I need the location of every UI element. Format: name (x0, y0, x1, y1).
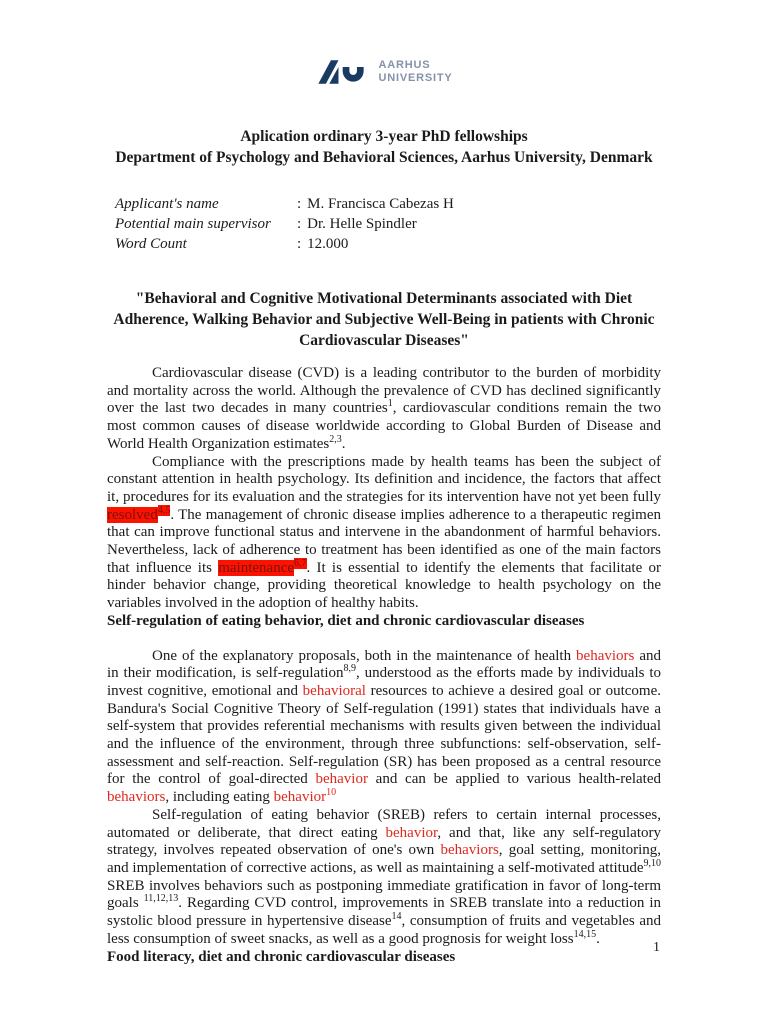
paragraph-self-regulation: One of the explanatory proposals, both in the maintenance of health behaviors and in their modification, is self-regulation$^{8,9}$, understood as the efforts made by individuals to invest cognitive, emotional and behavioral resources to achieve a desired goal or outcome. Bandura's Social Cognitive Theory of Self-regulation (1991) states that individuals have a self-system that provides referential mechanisms with results given between the individual and the influence of the environment, through three subfunctions: self-observation, self-assessment and self-reaction. Self-regulation (SR) has been proposed as a central resource for the control of goal-directed behavior and can be applied to various health-related behaviors, including eating behavior$^{10}$ (107, 647, 662, 806)
supervisor-label: Potential main supervisor (115, 216, 271, 232)
applicant-info (115, 194, 661, 254)
applicant-name-value: M. Francisca Cabezas H (307, 196, 454, 212)
word-count-label: Word Count (115, 236, 187, 252)
word-count-value: 12.000 (307, 236, 349, 252)
applicant-separator: : (297, 236, 302, 252)
document-body (107, 365, 661, 966)
section-heading-food-literacy: Food literacy, diet and chronic cardiovascular diseases (107, 948, 456, 965)
paragraph-sreb: Self-regulation of eating behavior (SREB) refers to certain internal processes, automated or deliberate, that direct eating behavior, and that, like any self-regulatory strategy, involves repeated observation of one's own behaviors, goal setting, monitoring, and implementation of corrective actions, as well as maintaining a self-motivated attitude$^{9,10}$ SREB involves behaviors such as postponing immediate gratification in favor of long-term goals $^{11,12,13}$. Regarding CVD control, improvements in SREB translate into a reduction in systolic blood pressure in hypertensive disease$^{14}$, consumption of fruits and vegetables and less consumption of sweet snacks, as well as a good prognosis for weight loss$^{14,15}$. (107, 806, 661, 947)
applicant-row-supervisor (115, 214, 661, 234)
document-title (107, 126, 661, 168)
applicant-row-name (115, 194, 661, 214)
supervisor-value: Dr. Helle Spindler (307, 216, 417, 232)
logo-wordmark-line1: AARHUS (378, 59, 431, 71)
page-number: 1 (653, 940, 660, 955)
applicant-row-word-count (115, 234, 661, 254)
document-title-line1: Aplication ordinary 3-year PhD fellowships (240, 128, 528, 145)
paragraph-cvd-burden: Cardiovascular disease (CVD) is a leading contributor to the burden of morbidity and mortality across the world. Although the prevalence of CVD has declined significantly over the last two decades in many countries$^1$, cardiovascular conditions remain the two most common causes of disease worldwide according to Global Burden of Disease and World Health Organization estimates$^{2,3}$. (107, 365, 661, 452)
applicant-separator: : (297, 196, 302, 212)
paragraph-compliance: Compliance with the prescriptions made by health teams has been the subject of constant attention in health psychology. Its definition and incidence, the factors that affect it, procedures for its evaluation and the strategies for its intervention have not yet been fully resolved$^{4,5}$. The management of chronic disease implies adherence to a therapeutic regimen that can improve functional status and intervene in the abandonment of harmful behaviors. Nevertheless, lack of adherence to treatment has been identified as one of the main factors that influence its maintenance$^{6,7}$. It is essential to identify the elements that facilitate or hinder behavior change, providing theoretical knowledge to health psychology on the variables involved in the adoption of healthy habits. (107, 453, 661, 612)
applicant-name-label: Applicant's name (115, 196, 219, 212)
section-heading-self-regulation: Self-regulation of eating behavior, diet and chronic cardiovascular diseases (107, 612, 585, 629)
applicant-separator: : (297, 216, 302, 232)
logo-wordmark (378, 59, 452, 85)
au-logo-icon (315, 59, 367, 85)
university-logo (0, 52, 768, 92)
paper-title: "Behavioral and Cognitive Motivational Determinants associated with Diet Adherence, Walking Behavior and Subjective Well-Being in patients with Chronic Cardiovascular Diseases" (113, 290, 655, 349)
logo-wordmark-line2: UNIVERSITY (378, 72, 453, 84)
document-title-line2: Department of Psychology and Behavioral Sciences, Aarhus University, Denmark (115, 149, 653, 166)
